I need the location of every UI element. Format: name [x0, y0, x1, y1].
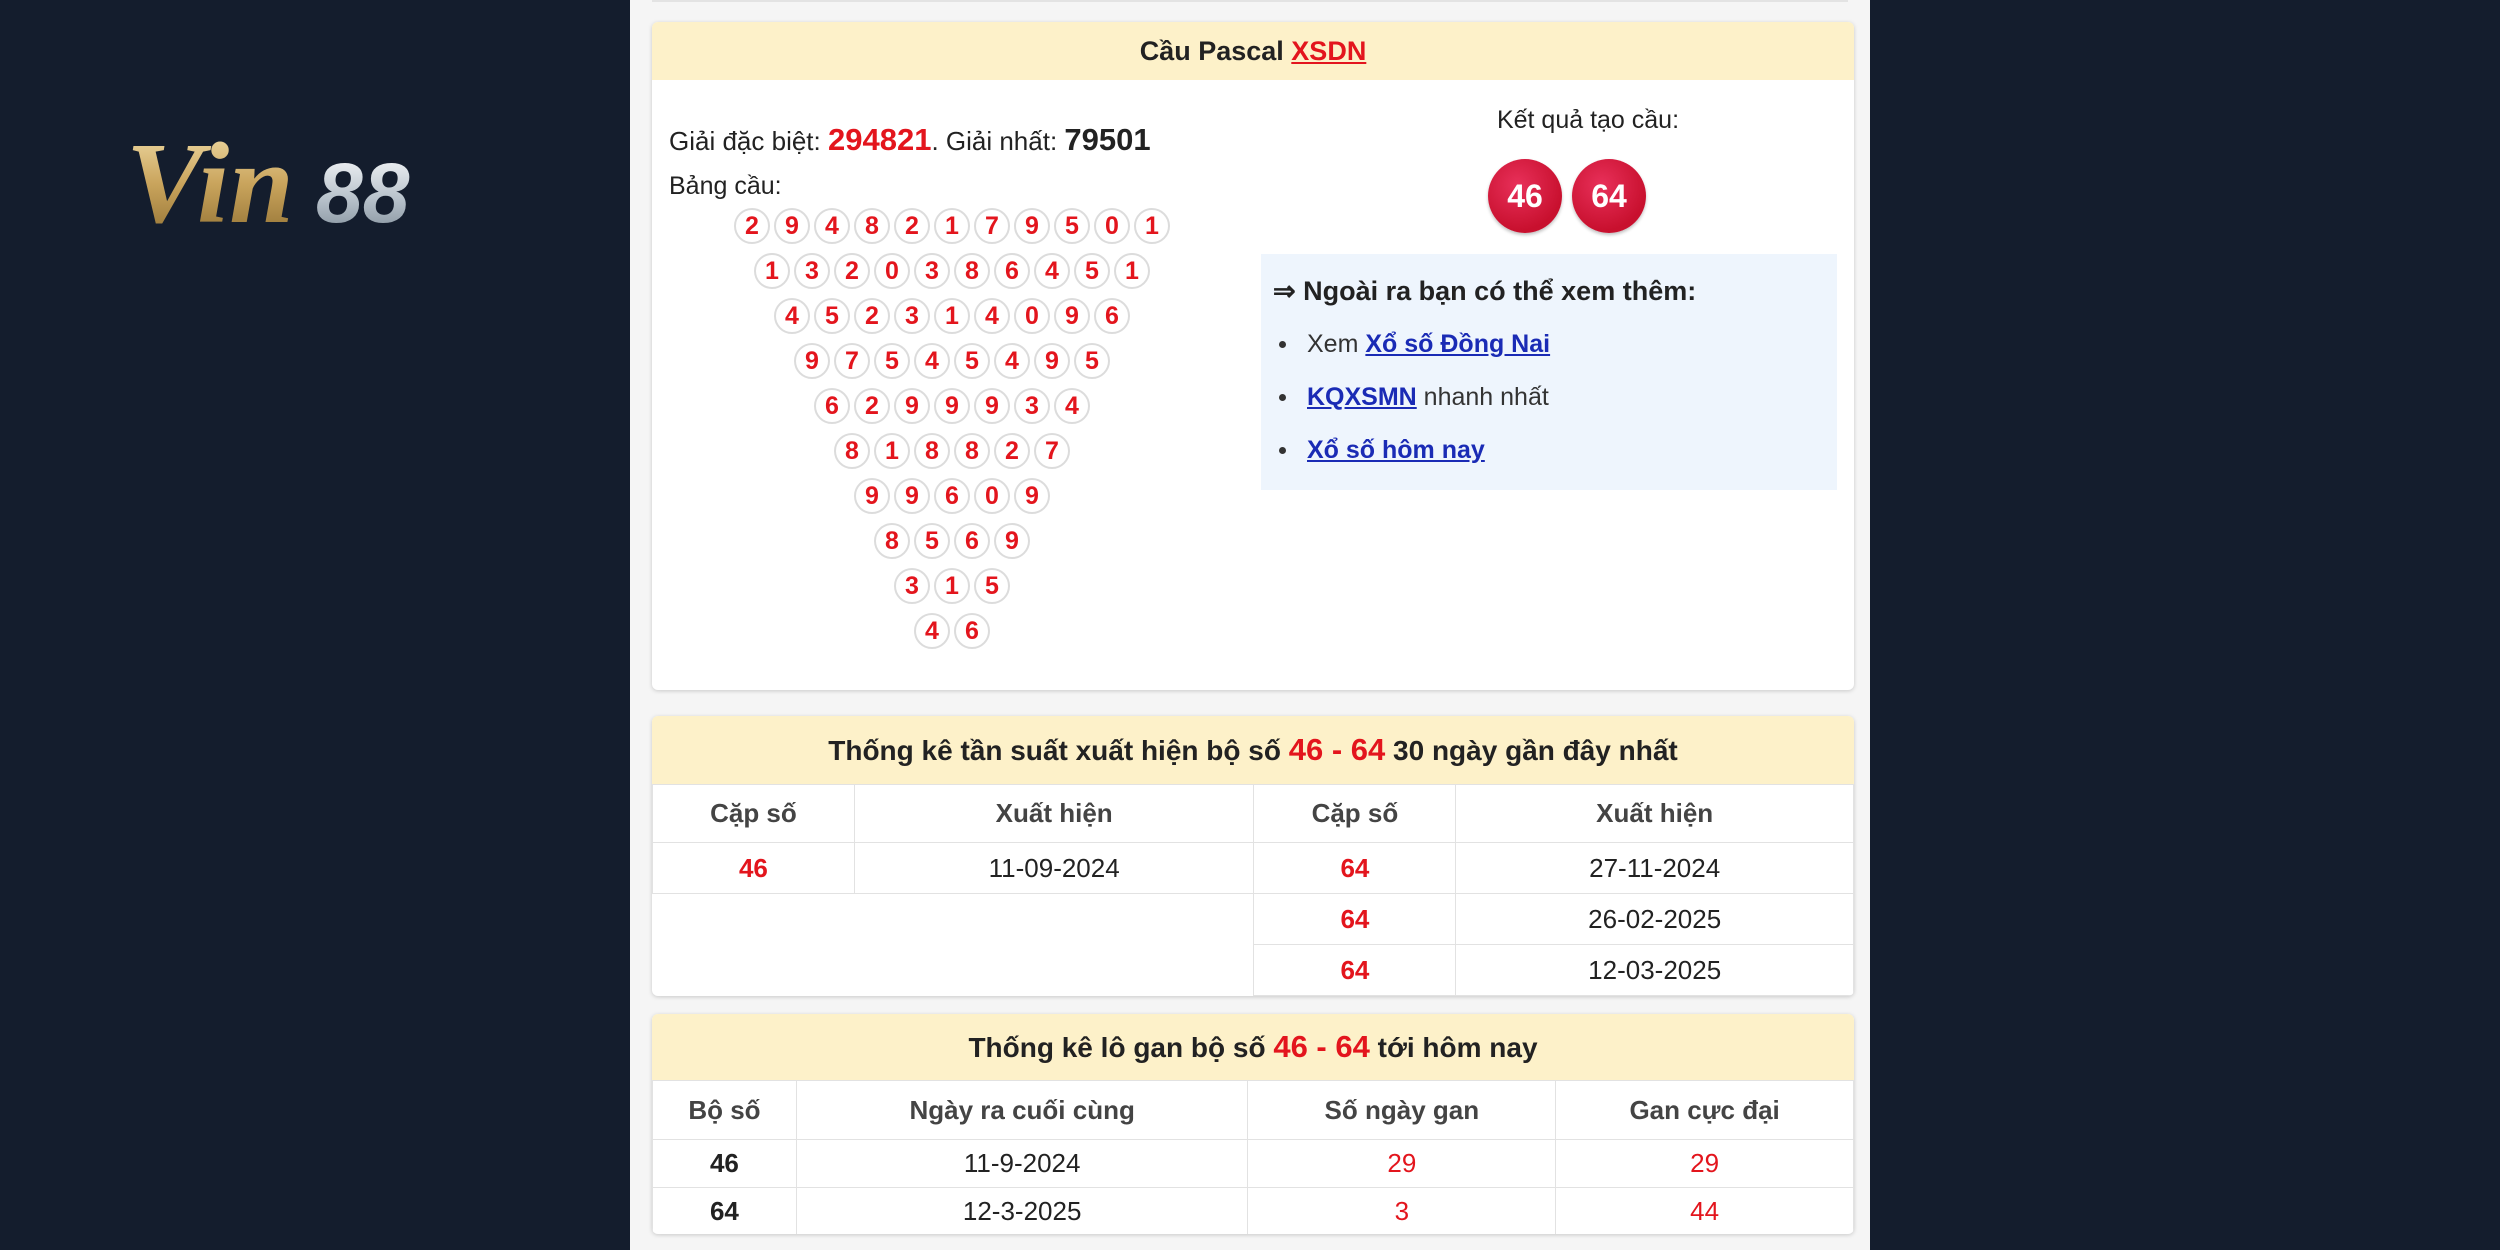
- last-date-cell: 11-9-2024: [796, 1140, 1248, 1188]
- result-balls: [1488, 159, 1646, 233]
- date-cell: 27-11-2024: [1456, 843, 1854, 894]
- frequency-title-prefix: Thống kê tần suất xuất hiện bộ số: [828, 735, 1289, 766]
- digit-ball: 0: [1094, 208, 1130, 244]
- list-item: [1273, 377, 1550, 430]
- result-ball: 64: [1572, 159, 1646, 233]
- digit-ball: 1: [754, 253, 790, 289]
- date-cell: 12-03-2025: [1456, 945, 1854, 996]
- digit-ball: 9: [1014, 478, 1050, 514]
- pair-cell: 64: [1254, 843, 1456, 894]
- pair-cell: 64: [1254, 894, 1456, 945]
- table-row: [653, 1188, 1854, 1235]
- digit-ball: 1: [934, 298, 970, 334]
- first-prize-label: Giải nhất:: [945, 126, 1058, 156]
- digit-ball: 8: [954, 253, 990, 289]
- xsdn-link[interactable]: XSDN: [1291, 36, 1367, 66]
- triangle-row: [652, 388, 1252, 424]
- bullet-icon: [1279, 341, 1286, 348]
- digit-ball: 6: [1094, 298, 1130, 334]
- digit-ball: 9: [934, 388, 970, 424]
- logo-mark-88: 88: [316, 146, 410, 238]
- digit-ball: 8: [874, 523, 910, 559]
- gan-max-cell: 29: [1556, 1140, 1854, 1188]
- frequency-title-suffix: 30 ngày gần đây nhất: [1385, 735, 1678, 766]
- gan-days-cell: 29: [1248, 1140, 1556, 1188]
- column-header: Số ngày gan: [1248, 1081, 1556, 1140]
- digit-ball: 6: [994, 253, 1030, 289]
- digit-ball: 2: [734, 208, 770, 244]
- column-header: Bộ số: [653, 1081, 797, 1140]
- digit-ball: 1: [934, 208, 970, 244]
- digit-ball: 5: [914, 523, 950, 559]
- digit-ball: 5: [1074, 343, 1110, 379]
- digit-ball: 4: [914, 613, 950, 649]
- bullet-icon: [1279, 394, 1286, 401]
- digit-ball: 2: [994, 433, 1030, 469]
- list-item: [1273, 430, 1550, 483]
- xo-so-hom-nay-link[interactable]: Xổ số hôm nay: [1307, 436, 1485, 464]
- gan-max-cell: 44: [1556, 1188, 1854, 1235]
- triangle-row: [652, 208, 1252, 244]
- triangle-row: [652, 433, 1252, 469]
- column-header: Cặp số: [1254, 785, 1456, 843]
- digit-ball: 4: [994, 343, 1030, 379]
- triangle-row: [652, 568, 1252, 604]
- gan-header: [652, 1014, 1854, 1080]
- triangle-row: [652, 523, 1252, 559]
- digit-ball: 8: [914, 433, 950, 469]
- digit-ball: 3: [1014, 388, 1050, 424]
- digit-ball: 9: [994, 523, 1030, 559]
- digit-ball: 9: [1014, 208, 1050, 244]
- divider: [652, 0, 1848, 2]
- digit-ball: 2: [854, 388, 890, 424]
- prize-line: [669, 122, 1151, 158]
- link-suffix: nhanh nhất: [1416, 383, 1549, 411]
- digit-ball: 7: [834, 343, 870, 379]
- digit-ball: 0: [974, 478, 1010, 514]
- digit-ball: 6: [954, 613, 990, 649]
- digit-ball: 4: [914, 343, 950, 379]
- xo-so-dong-nai-link[interactable]: Xổ số Đồng Nai: [1365, 330, 1551, 358]
- triangle-row: [652, 478, 1252, 514]
- number-cell: 64: [653, 1188, 797, 1235]
- gan-title-suffix: tới hôm nay: [1369, 1032, 1538, 1063]
- digit-ball: 9: [794, 343, 830, 379]
- table-header-row: [653, 785, 1854, 843]
- digit-ball: 3: [894, 568, 930, 604]
- table-header-row: [653, 1081, 1854, 1140]
- digit-ball: 5: [874, 343, 910, 379]
- digit-ball: 9: [774, 208, 810, 244]
- bullet-icon: [1279, 447, 1286, 454]
- triangle-row: [652, 253, 1252, 289]
- see-more-title: ⇒ Ngoài ra bạn có thể xem thêm:: [1273, 276, 1697, 306]
- vin88-logo[interactable]: [120, 118, 480, 238]
- digit-ball: 9: [1034, 343, 1070, 379]
- gan-table: [652, 1080, 1854, 1234]
- gan-card: [652, 1014, 1854, 1234]
- digit-ball: 4: [1054, 388, 1090, 424]
- result-label: Kết quả tạo cầu:: [1496, 106, 1680, 134]
- result-ball: 46: [1488, 159, 1562, 233]
- digit-ball: 3: [794, 253, 830, 289]
- digit-ball: 1: [874, 433, 910, 469]
- digit-ball: 5: [954, 343, 990, 379]
- digit-ball: 5: [974, 568, 1010, 604]
- digit-ball: 6: [954, 523, 990, 559]
- table-row: [653, 1140, 1854, 1188]
- digit-ball: 7: [974, 208, 1010, 244]
- triangle-row: [652, 613, 1252, 649]
- digit-ball: 2: [894, 208, 930, 244]
- special-prize-value: 294821: [827, 122, 932, 157]
- empty-cell: [653, 894, 1254, 996]
- column-header: Ngày ra cuối cùng: [796, 1081, 1248, 1140]
- digit-ball: 9: [894, 478, 930, 514]
- digit-ball: 9: [894, 388, 930, 424]
- gan-title-prefix: Thống kê lô gan bộ số: [968, 1032, 1274, 1063]
- digit-ball: 3: [894, 298, 930, 334]
- digit-ball: 9: [974, 388, 1010, 424]
- logo-mark-vin: Vin: [126, 120, 294, 238]
- digit-ball: 4: [814, 208, 850, 244]
- digit-ball: 5: [1054, 208, 1090, 244]
- digit-ball: 1: [934, 568, 970, 604]
- digit-ball: 6: [814, 388, 850, 424]
- frequency-header: [652, 716, 1854, 784]
- special-prize-label: Giải đặc biệt:: [669, 126, 821, 156]
- pair-cell: 46: [653, 843, 855, 894]
- digit-ball: 8: [954, 433, 990, 469]
- pascal-title: Cầu Pascal: [1139, 36, 1284, 66]
- digit-ball: 2: [834, 253, 870, 289]
- column-header: Xuất hiện: [854, 785, 1254, 843]
- digit-ball: 1: [1114, 253, 1150, 289]
- see-more-list: [1273, 324, 1550, 483]
- list-item: [1273, 324, 1550, 377]
- kqxsmn-link[interactable]: KQXSMN: [1307, 383, 1417, 411]
- pascal-triangle: [652, 208, 1252, 668]
- digit-ball: 1: [1134, 208, 1170, 244]
- pascal-card: [652, 22, 1854, 690]
- see-more-box: [1261, 254, 1837, 490]
- digit-ball: 9: [1054, 298, 1090, 334]
- link-prefix: Xem: [1307, 330, 1366, 358]
- triangle-row: [652, 298, 1252, 334]
- digit-ball: 4: [974, 298, 1010, 334]
- digit-ball: 9: [854, 478, 890, 514]
- column-header: Cặp số: [653, 785, 855, 843]
- digit-ball: 0: [874, 253, 910, 289]
- table-row: [653, 843, 1854, 894]
- pair-cell: 64: [1254, 945, 1456, 996]
- digit-ball: 6: [934, 478, 970, 514]
- digit-ball: 0: [1014, 298, 1050, 334]
- column-header: Xuất hiện: [1456, 785, 1854, 843]
- digit-ball: 5: [1074, 253, 1110, 289]
- table-row: [653, 894, 1854, 945]
- pascal-header: [652, 22, 1854, 80]
- date-cell: 11-09-2024: [854, 843, 1254, 894]
- digit-ball: 8: [834, 433, 870, 469]
- content-column: [630, 0, 1870, 1250]
- column-header: Gan cực đại: [1556, 1081, 1854, 1140]
- triangle-row: [652, 343, 1252, 379]
- date-cell: 26-02-2025: [1456, 894, 1854, 945]
- gan-days-cell: 3: [1248, 1188, 1556, 1235]
- digit-ball: 3: [914, 253, 950, 289]
- digit-ball: 7: [1034, 433, 1070, 469]
- digit-ball: 4: [774, 298, 810, 334]
- number-cell: 46: [653, 1140, 797, 1188]
- frequency-title-pair: 46 - 64: [1288, 732, 1386, 767]
- frequency-table: [652, 784, 1854, 996]
- board-label: Bảng cầu:: [669, 172, 782, 200]
- frequency-card: [652, 716, 1854, 996]
- digit-ball: 5: [814, 298, 850, 334]
- prize-separator: .: [931, 126, 946, 156]
- gan-title-pair: 46 - 64: [1273, 1029, 1370, 1064]
- digit-ball: 4: [1034, 253, 1070, 289]
- digit-ball: 2: [854, 298, 890, 334]
- digit-ball: 8: [854, 208, 890, 244]
- last-date-cell: 12-3-2025: [796, 1188, 1248, 1235]
- first-prize-value: 79501: [1064, 122, 1151, 157]
